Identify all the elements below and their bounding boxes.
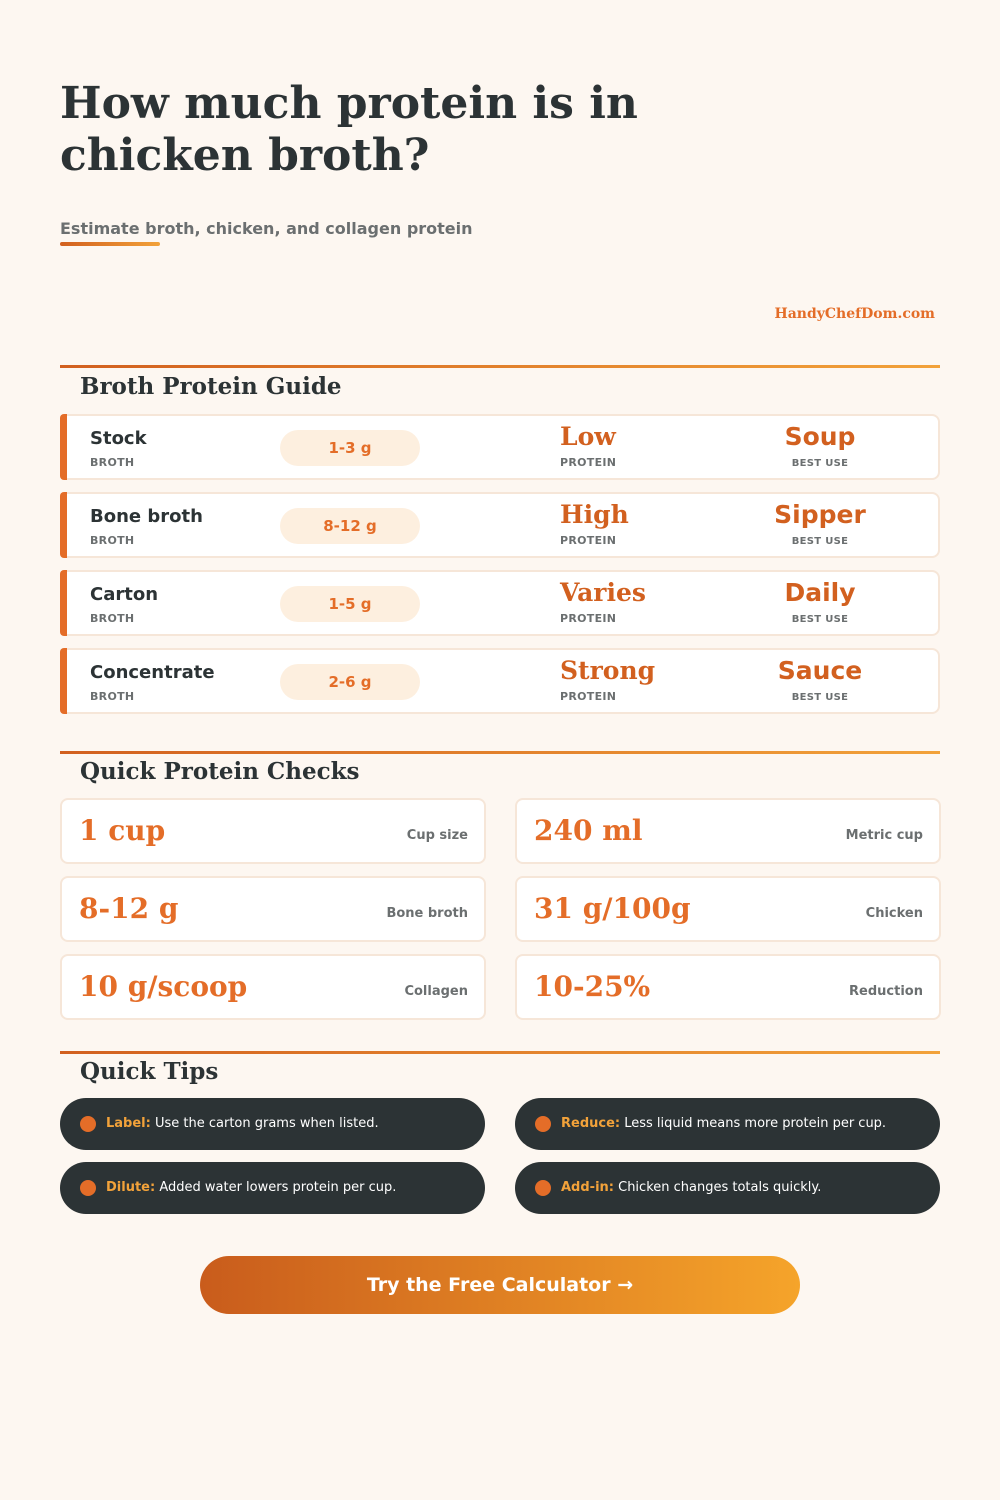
tip-body: Use the carton grams when listed. <box>150 1116 379 1131</box>
check-card <box>515 876 941 942</box>
protein-level-label: PROTEIN <box>560 690 617 703</box>
tip-pill <box>515 1098 940 1150</box>
protein-level: Low <box>560 422 616 451</box>
best-use-label: BEST USE <box>791 458 849 469</box>
section-divider <box>60 751 940 754</box>
guide-row <box>60 648 940 714</box>
best-use: Sipper <box>774 500 866 529</box>
tip-key: Reduce: <box>561 1116 621 1131</box>
protein-level-label: PROTEIN <box>560 534 617 547</box>
broth-type-label: BROTH <box>90 456 135 469</box>
bullet-dot-icon <box>535 1180 551 1196</box>
checks-section-title: Quick Protein Checks <box>80 758 360 785</box>
check-card <box>515 954 941 1020</box>
bullet-dot-icon <box>80 1180 96 1196</box>
tip-body: Less liquid means more protein per cup. <box>620 1116 887 1131</box>
row-accent-bar <box>60 414 67 480</box>
tip-key: Label: <box>106 1116 151 1131</box>
protein-grams-pill: 1-5 g <box>280 586 420 622</box>
best-use: Soup <box>784 422 856 451</box>
bullet-dot-icon <box>535 1116 551 1132</box>
row-accent-bar <box>60 492 67 558</box>
page-subtitle: Estimate broth, chicken, and collagen protein <box>60 219 473 238</box>
check-card <box>60 798 486 864</box>
bullet-dot-icon <box>80 1116 96 1132</box>
protein-level-label: PROTEIN <box>560 456 617 469</box>
tip-key: Dilute: <box>106 1180 156 1195</box>
protein-grams-pill: 2-6 g <box>280 664 420 700</box>
protein-level: Varies <box>560 578 646 607</box>
broth-name: Concentrate <box>90 662 215 683</box>
check-card <box>60 954 486 1020</box>
best-use: Daily <box>784 578 856 607</box>
check-value: 31 g/100g <box>534 892 691 925</box>
tip-text <box>106 1116 379 1131</box>
guide-row <box>60 492 940 558</box>
check-value: 8-12 g <box>79 892 179 925</box>
best-use: Sauce <box>777 656 863 685</box>
protein-level-label: PROTEIN <box>560 612 617 625</box>
check-label: Metric cup <box>845 828 923 843</box>
tip-pill <box>60 1098 485 1150</box>
tip-pill <box>60 1162 485 1214</box>
subtitle-underline <box>60 242 160 246</box>
calculator-cta-button[interactable]: Try the Free Calculator → <box>200 1256 800 1314</box>
broth-type-label: BROTH <box>90 690 135 703</box>
check-label: Reduction <box>849 984 923 999</box>
guide-section-title: Broth Protein Guide <box>80 373 342 400</box>
protein-grams-pill: 1-3 g <box>280 430 420 466</box>
check-value: 10-25% <box>534 970 651 1003</box>
check-card <box>60 876 486 942</box>
tip-text <box>561 1116 886 1131</box>
section-divider <box>60 365 940 368</box>
best-use-label: BEST USE <box>791 614 849 625</box>
check-label: Collagen <box>404 984 468 999</box>
tip-pill <box>515 1162 940 1214</box>
broth-name: Stock <box>90 428 147 449</box>
check-value: 240 ml <box>534 814 643 847</box>
best-use-label: BEST USE <box>791 692 849 703</box>
tip-body: Chicken changes totals quickly. <box>613 1180 822 1195</box>
broth-type-label: BROTH <box>90 612 135 625</box>
brand-link[interactable]: HandyChefDom.com <box>774 306 935 322</box>
check-label: Chicken <box>865 906 923 921</box>
tip-text <box>106 1180 396 1195</box>
check-label: Cup size <box>406 828 468 843</box>
best-use-label: BEST USE <box>791 536 849 547</box>
check-value: 1 cup <box>79 814 166 847</box>
tip-key: Add-in: <box>561 1180 614 1195</box>
guide-row <box>60 414 940 480</box>
guide-row <box>60 570 940 636</box>
check-label: Bone broth <box>386 906 468 921</box>
row-accent-bar <box>60 648 67 714</box>
check-card <box>515 798 941 864</box>
tip-body: Added water lowers protein per cup. <box>155 1180 397 1195</box>
broth-name: Carton <box>90 584 159 605</box>
page-title: How much protein is in chicken broth? <box>60 78 638 181</box>
tips-section-title: Quick Tips <box>80 1058 219 1085</box>
row-accent-bar <box>60 570 67 636</box>
section-divider <box>60 1051 940 1054</box>
check-value: 10 g/scoop <box>79 970 248 1003</box>
tip-text <box>561 1180 821 1195</box>
protein-level: High <box>560 500 629 529</box>
protein-level: Strong <box>560 656 656 685</box>
broth-name: Bone broth <box>90 506 203 527</box>
broth-type-label: BROTH <box>90 534 135 547</box>
protein-grams-pill: 8-12 g <box>280 508 420 544</box>
